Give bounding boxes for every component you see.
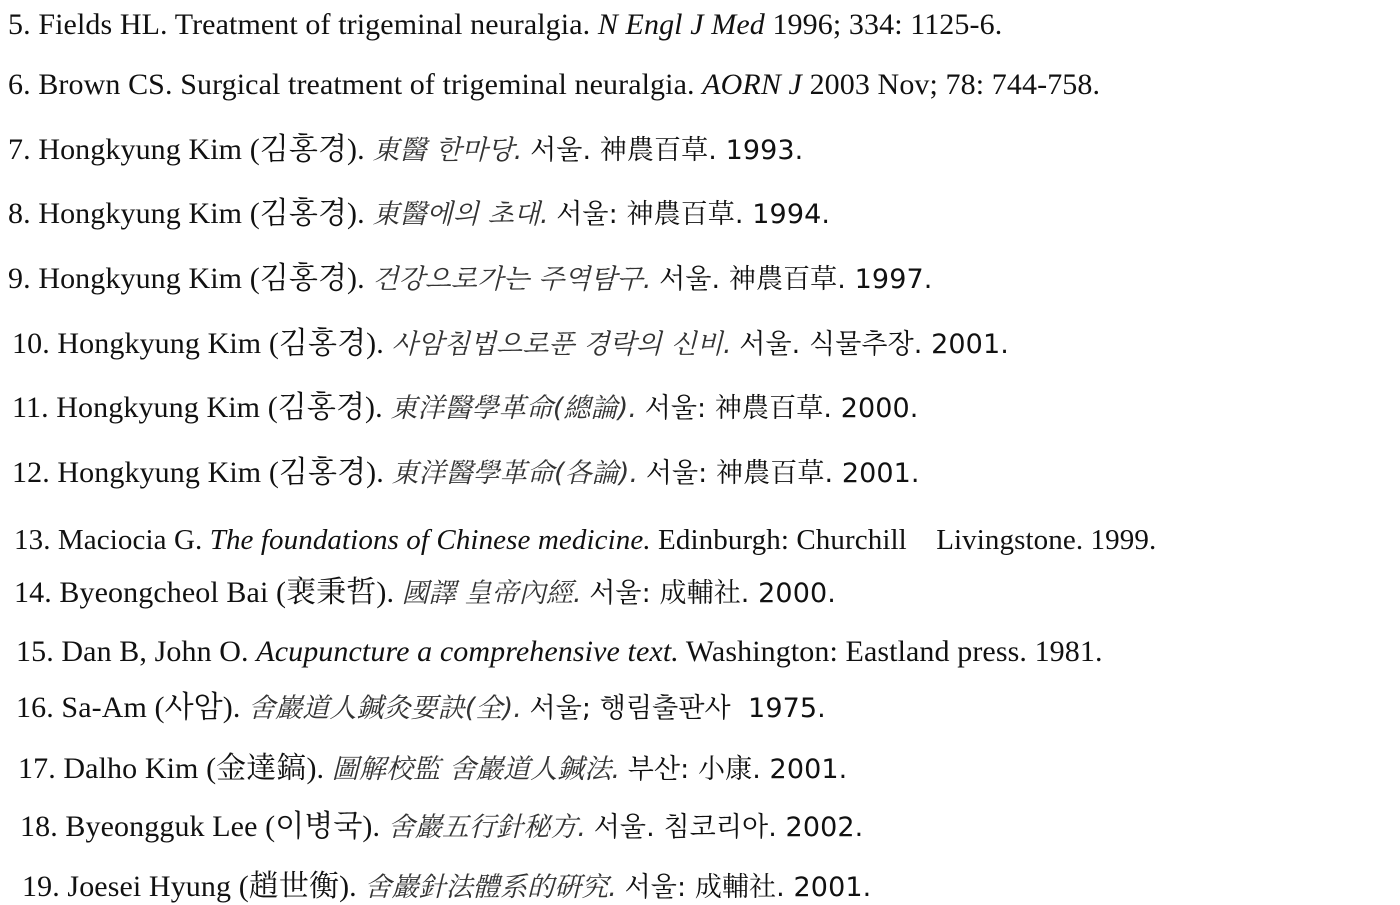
reference-item <box>12 456 920 491</box>
reference-author: Byeongcheol Bai (裵秉哲). <box>59 576 395 609</box>
reference-item <box>16 691 826 726</box>
reference-title: AORN J <box>702 68 802 101</box>
reference-number: 7. <box>8 133 31 166</box>
reference-publication-info: 서울. 神農百草. 1993. <box>530 135 804 166</box>
reference-publication-info: 서울: 神農百草. 1994. <box>556 199 831 230</box>
reference-title: 東醫에의 초대. <box>372 199 549 230</box>
reference-author: Dalho Kim (金達鎬). <box>63 752 325 785</box>
reference-title: 東洋醫學革命(各論). <box>391 458 639 489</box>
reference-title: 舍巖五行針秘方. <box>387 812 587 843</box>
reference-author: Brown CS. <box>38 68 173 101</box>
reference-number: 13. <box>14 524 51 556</box>
reference-publication-info: 서울: 成輔社. 2000. <box>589 578 836 609</box>
reference-item <box>8 262 932 297</box>
reference-article-title: Surgical treatment of trigeminal neuralgia. <box>180 68 695 101</box>
reference-author: Dan B, John O. <box>61 635 249 668</box>
reference-title: 國譯 皇帝內經. <box>401 578 582 609</box>
reference-publication-info: 서울. 침코리아. 2002. <box>593 812 864 843</box>
reference-author: Hongkyung Kim (김홍경). <box>56 391 383 424</box>
reference-title: 舍巖道人鍼灸要訣(全). <box>248 693 522 724</box>
reference-item <box>12 391 919 426</box>
reference-item <box>8 133 803 168</box>
reference-publication-info: 서울; 행림출판사 1975. <box>529 693 826 724</box>
reference-number: 5. <box>8 8 31 41</box>
reference-number: 8. <box>8 197 31 230</box>
reference-publication-info: Edinburgh: Churchill Livingstone. 1999. <box>658 524 1157 556</box>
reference-publication-info: 2003 Nov; 78: 744-758. <box>809 68 1101 101</box>
reference-item <box>18 752 847 787</box>
reference-author: Joesei Hyung (趙世衡). <box>67 870 357 903</box>
reference-number: 10. <box>12 327 50 360</box>
reference-publication-info: 부산: 小康. 2001. <box>627 754 848 785</box>
reference-publication-info: 서울. 神農百草. 1997. <box>659 264 933 295</box>
reference-publication-info: 서울: 成輔社. 2001. <box>624 872 872 903</box>
reference-author: Maciocia G. <box>57 524 203 556</box>
reference-author: Sa-Am (사암). <box>61 691 241 724</box>
reference-title: Acupuncture a comprehensive text. <box>256 635 679 668</box>
reference-item <box>8 68 1100 102</box>
reference-item <box>20 810 863 845</box>
reference-author: Hongkyung Kim (김홍경). <box>38 133 365 166</box>
reference-author: Hongkyung Kim (김홍경). <box>57 327 384 360</box>
reference-item <box>14 523 1156 557</box>
reference-item <box>14 576 836 611</box>
reference-number: 9. <box>8 262 31 295</box>
reference-author: Hongkyung Kim (김홍경). <box>57 456 384 489</box>
reference-publication-info: 1996; 334: 1125-6. <box>772 8 1003 41</box>
reference-author: Hongkyung Kim (김홍경). <box>38 262 365 295</box>
reference-item <box>12 327 1009 362</box>
reference-publication-info: Washington: Eastland press. 1981. <box>685 635 1103 668</box>
reference-number: 11. <box>12 391 49 424</box>
reference-number: 18. <box>20 810 58 843</box>
reference-article-title: Treatment of trigeminal neuralgia. <box>174 8 591 41</box>
reference-number: 6. <box>8 68 31 101</box>
reference-title: 건강으로가는 주역탐구. <box>372 264 652 295</box>
reference-title: N Engl J Med <box>597 8 765 41</box>
reference-title: 東洋醫學革命(總論). <box>390 393 638 424</box>
reference-publication-info: 서울. 식물추장. 2001. <box>739 329 1009 360</box>
reference-title: 사암침법으로푼 경락의 신비. <box>391 329 732 360</box>
reference-item <box>16 635 1103 669</box>
reference-publication-info: 서울: 神農百草. 2001. <box>645 458 920 489</box>
reference-title: 圖解校監 舍巖道人鍼法. <box>331 754 621 785</box>
reference-number: 14. <box>14 576 52 609</box>
reference-number: 19. <box>22 870 60 903</box>
reference-number: 17. <box>18 752 56 785</box>
reference-author: Fields HL. <box>38 8 168 41</box>
reference-item <box>8 197 830 232</box>
reference-number: 15. <box>16 635 54 668</box>
reference-title: 東醫 한마당. <box>372 135 523 166</box>
reference-title: 舍巖針法體系的硏究. <box>364 872 617 903</box>
reference-number: 16. <box>16 691 54 724</box>
reference-author: Hongkyung Kim (김홍경). <box>38 197 365 230</box>
reference-author: Byeongguk Lee (이병국). <box>65 810 381 843</box>
reference-item <box>8 8 1002 42</box>
reference-number: 12. <box>12 456 50 489</box>
reference-title: The foundations of Chinese medicine. <box>209 524 651 556</box>
reference-publication-info: 서울: 神農百草. 2000. <box>644 393 919 424</box>
